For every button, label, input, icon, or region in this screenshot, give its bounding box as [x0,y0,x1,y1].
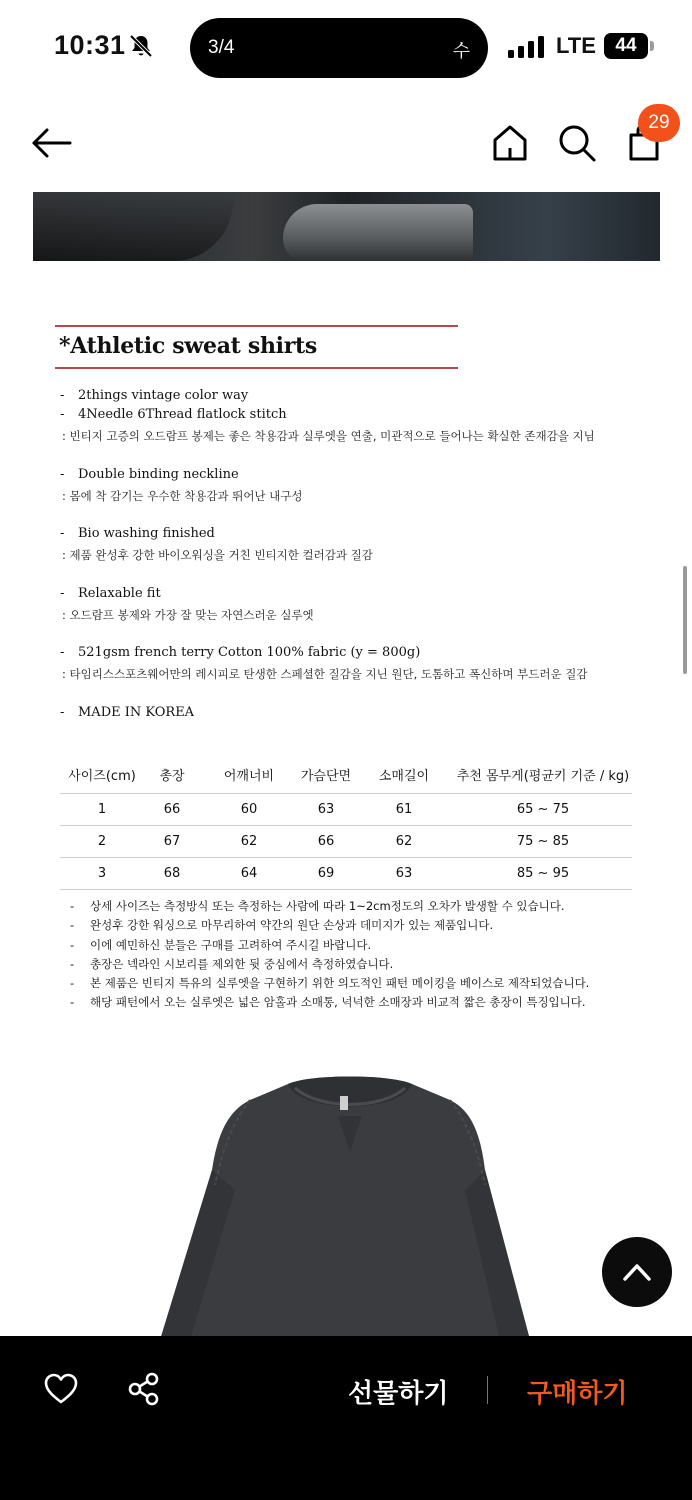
table-cell: 68 [144,857,200,889]
table-cell: 66 [144,793,200,825]
feature-description: : 오드람프 봉제와 가장 잘 맞는 자연스러운 실루엣 [62,608,314,622]
table-cell: 61 [354,793,454,825]
table-row [60,857,632,889]
cart-count-badge: 29 [638,104,680,142]
note-text: 총장은 넥라인 시보리를 제외한 뒷 중심에서 측정하였습니다. [90,956,394,971]
table-row [60,793,632,825]
feature-description: : 빈티지 고증의 오드람프 봉제는 좋은 착용감과 실루엣을 연출, 미관적으로 들어나는 확실한 존재감을 지님 [62,429,595,443]
list-item: - 이에 예민하신 분들은 구매를 고려하여 주시길 바랍니다. [70,937,372,952]
network-type: LTE [556,33,596,58]
back-arrow-icon[interactable] [28,118,78,168]
table-header-row [60,757,632,793]
note-text: 완성후 강한 워싱으로 마무리하여 약간의 원단 손상과 데미지가 있는 제품입니다. [90,918,494,933]
feature-title: 521gsm french terry Cotton 100% fabric (y = 800g) [78,645,421,660]
feature-description: : 타임리스스포츠웨어만의 레시피로 탄생한 스페셜한 질감을 지닌 원단, 도톰하고 폭신하며 부드러운 질감 [62,667,588,681]
gift-button[interactable]: 선물하기 [348,1379,449,1409]
scroll-to-top-button[interactable] [602,1237,672,1307]
table-cell: 60 [200,793,298,825]
table-cell: 62 [200,825,298,857]
note-text: 해당 패턴에서 오는 실루엣은 넓은 암홀과 소매통, 넉넉한 소매장과 비교적 짧은 총장이 특징입니다. [90,995,586,1010]
feature-title: Double binding neckline [78,467,239,482]
table-cell: 2 [60,825,144,857]
battery-level: 44 [604,33,648,59]
feature-description: : 몸에 착 감기는 우수한 착용감과 뛰어난 내구성 [62,489,303,503]
list-item: - 본 제품은 빈티지 특유의 실루엣을 구현하기 위한 의도적인 패턴 메이킹을 베이스로 제작되었습니다. [70,976,590,991]
table-cell: 3 [60,857,144,889]
dynamic-island[interactable] [190,18,488,78]
feature-title: MADE IN KOREA [78,705,195,720]
table-cell: 62 [354,825,454,857]
table-header: 총장 [159,769,185,785]
table-cell: 63 [354,857,454,889]
table-cell: 75 ~ 85 [454,825,632,857]
title-rule-top [55,325,458,327]
feature-title: 4Needle 6Thread flatlock stitch [78,407,287,422]
product-photo-banner [33,192,660,261]
home-icon[interactable] [485,118,535,168]
list-item: - 상세 사이즈는 측정방식 또는 측정하는 사람에 따라 1~2cm정도의 오차가 발생할 수 있습니다. [70,899,565,913]
table-cell: 67 [144,825,200,857]
status-time: 10:31 [54,30,126,60]
bell-off-icon [128,33,154,59]
table-cell: 63 [298,793,354,825]
product-image [150,1070,550,1340]
bottom-action-bar [0,1336,692,1500]
table-cell: 64 [200,857,298,889]
size-table [60,757,632,890]
heart-icon[interactable] [43,1371,79,1407]
feature-title: Bio washing finished [78,526,215,541]
table-cell: 69 [298,857,354,889]
note-text: 본 제품은 빈티지 특유의 실루엣을 구현하기 위한 의도적인 패턴 메이킹을 베이스로 제작되었습니다. [90,976,590,991]
top-nav [0,100,692,190]
table-cell: 66 [298,825,354,857]
table-header: 사이즈(cm) [68,769,136,785]
scrollbar[interactable] [683,566,687,674]
list-item: - 완성후 강한 워싱으로 마무리하여 약간의 원단 손상과 데미지가 있는 제품입니다. [70,918,494,933]
list-item: - 해당 패턴에서 오는 실루엣은 넓은 암홀과 소매통, 넉넉한 소매장과 비교적 짧은 총장이 특징입니다. [70,995,586,1010]
list-item: - 총장은 넥라인 시보리를 제외한 뒷 중심에서 측정하였습니다. [70,956,394,971]
table-header: 가슴단면 [300,769,352,785]
table-cell: 85 ~ 95 [454,857,632,889]
signal-icon [508,36,546,58]
note-text: 상세 사이즈는 측정방식 또는 측정하는 사람에 따라 1~2cm정도의 오차가 발생할 수 있습니다. [90,899,565,913]
search-icon[interactable] [552,118,602,168]
table-row [60,825,632,857]
table-cell: 65 ~ 75 [454,793,632,825]
feature-title: Relaxable fit [78,586,161,601]
note-text: 이에 예민하신 분들은 구매를 고려하여 주시길 바랍니다. [90,937,372,952]
buy-button[interactable]: 구매하기 [527,1379,628,1409]
size-notes [70,898,589,1014]
chevron-up-icon [602,1237,672,1307]
share-icon[interactable] [126,1371,162,1407]
battery-icon [604,33,654,59]
title-rule-bottom [55,367,458,369]
feature-description: : 제품 완성후 강한 바이오워싱을 거친 빈티지한 컬러감과 질감 [62,548,373,562]
island-activity-status: 수 [452,41,470,62]
table-header: 어깨너비 [223,769,275,785]
divider [487,1376,488,1404]
feature-title: 2things vintage color way [78,388,249,403]
product-title: *Athletic sweat shirts [59,333,317,359]
island-activity-label: 3/4 [208,37,235,58]
table-header: 추천 몸무게(평균키 기준 / kg) [456,769,630,785]
table-header: 소매길이 [378,769,430,785]
table-cell: 1 [60,793,144,825]
status-bar [0,0,692,95]
